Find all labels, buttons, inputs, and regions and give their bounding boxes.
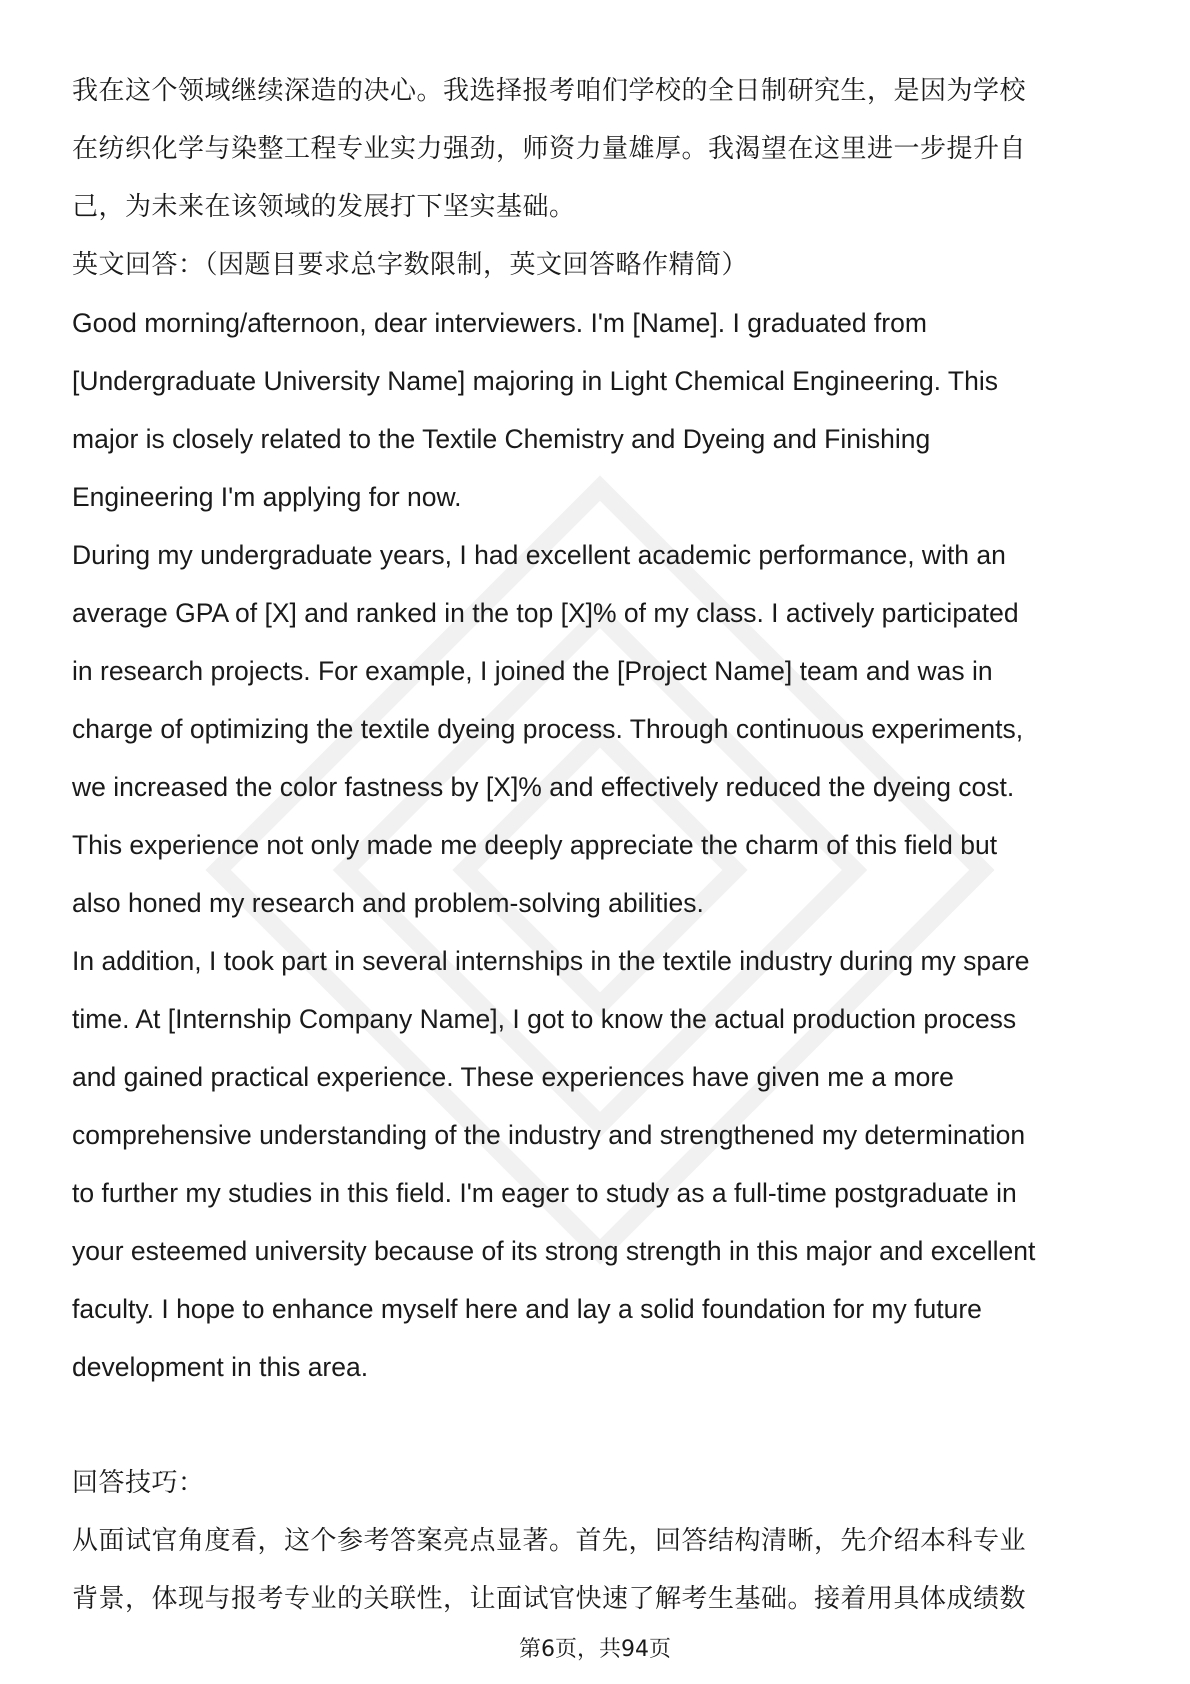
- section-heading-tips: 回答技巧：: [72, 1468, 205, 1498]
- text-line: major is closely related to the Textile Chemistry and Dyeing and Finishing: [72, 424, 931, 454]
- text-line: in research projects. For example, I joined the [Project Name] team and was in: [72, 656, 993, 686]
- text-line: 背景，体现与报考专业的关联性，让面试官快速了解考生基础。接着用具体成绩数: [72, 1584, 1027, 1614]
- text-line: time. At [Internship Company Name], I got to know the actual production process: [72, 1004, 1017, 1034]
- text-line: 在纺织化学与染整工程专业实力强劲，师资力量雄厚。我渴望在这里进一步提升自: [72, 134, 1027, 164]
- text-line: This experience not only made me deeply appreciate the charm of this field but: [72, 830, 998, 860]
- text-line: your esteemed university because of its strong strength in this major and excellent: [72, 1236, 1036, 1266]
- text-line: Engineering I'm applying for now.: [72, 482, 462, 512]
- text-line: to further my studies in this field. I'm eager to study as a full-time postgraduate in: [72, 1178, 1017, 1208]
- page-number-footer: 第6页，共94页: [519, 1637, 671, 1662]
- text-line: [Undergraduate University Name] majoring in Light Chemical Engineering. This: [72, 366, 998, 396]
- document-body: [72, 62, 1132, 1628]
- text-line: In addition, I took part in several internships in the textile industry during my spare: [72, 946, 1030, 976]
- text-line: 从面试官角度看，这个参考答案亮点显著。首先，回答结构清晰，先介绍本科专业: [72, 1526, 1027, 1556]
- text-line: development in this area.: [72, 1352, 369, 1382]
- text-line: charge of optimizing the textile dyeing process. Through continuous experiments,: [72, 714, 1024, 744]
- text-line: also honed my research and problem-solving abilities.: [72, 888, 704, 918]
- text-line: we increased the color fastness by [X]% and effectively reduced the dyeing cost.: [72, 772, 1015, 802]
- text-line: During my undergraduate years, I had excellent academic performance, with an: [72, 540, 1006, 570]
- text-line: 我在这个领域继续深造的决心。我选择报考咱们学校的全日制研究生，是因为学校: [72, 76, 1027, 106]
- paragraph-gap: [72, 1396, 1132, 1454]
- text-line: Good morning/afternoon, dear interviewers. I'm [Name]. I graduated from: [72, 308, 927, 338]
- text-line: 己，为未来在该领域的发展打下坚实基础。: [72, 192, 576, 222]
- text-line: average GPA of [X] and ranked in the top [X]% of my class. I actively participated: [72, 598, 1019, 628]
- text-line: comprehensive understanding of the industry and strengthened my determination: [72, 1120, 1026, 1150]
- text-line: faculty. I hope to enhance myself here and lay a solid foundation for my future: [72, 1294, 982, 1324]
- section-heading-english-answer: 英文回答：（因题目要求总字数限制，英文回答略作精简）: [72, 250, 749, 280]
- text-line: and gained practical experience. These experiences have given me a more: [72, 1062, 954, 1092]
